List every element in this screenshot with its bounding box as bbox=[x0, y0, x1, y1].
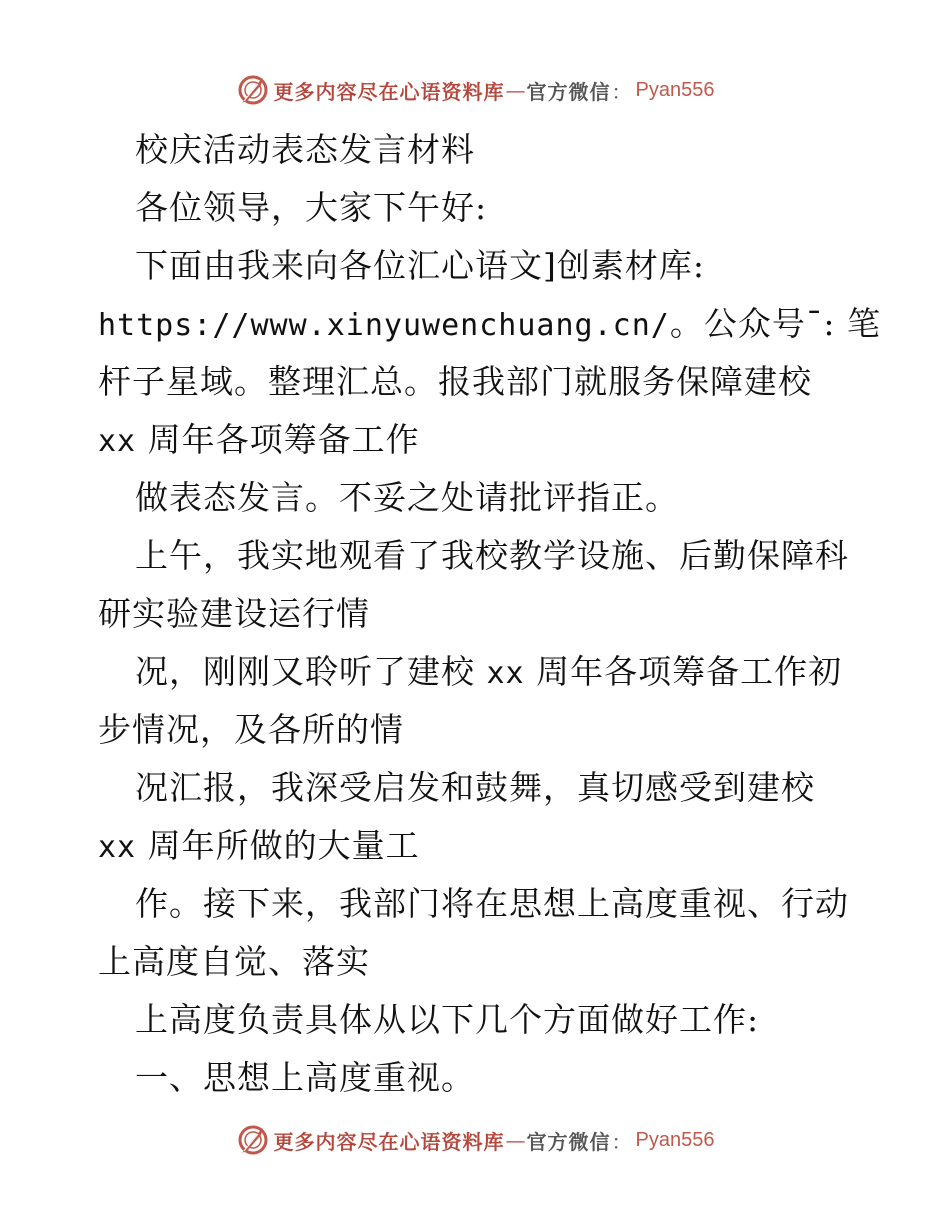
banner-colon: ： bbox=[611, 79, 632, 104]
paragraph-text: 周年所做的大量工 bbox=[136, 826, 420, 865]
banner-colon: ： bbox=[611, 1129, 632, 1154]
banner-wechat-id: Pyan556 bbox=[635, 1128, 715, 1151]
banner-official-text: 官方微信 bbox=[526, 1129, 611, 1154]
paragraph-line bbox=[98, 411, 868, 469]
paragraph-line: 上高度负责具体从以下几个方面做好工作: bbox=[135, 1000, 760, 1039]
paragraph-line bbox=[98, 295, 881, 353]
paragraph-line: 作。接下来，我部门将在思想上高度重视、行动 bbox=[135, 884, 849, 923]
greeting-line: 各位领导，大家下午好: bbox=[135, 188, 488, 227]
paragraph-text: 周年各项筹备工作 bbox=[136, 420, 420, 459]
paragraph-line: 下面由我来向各位汇心语文]创素材库: bbox=[135, 246, 705, 285]
paragraph-line bbox=[98, 817, 868, 875]
paragraph-line: 做表态发言。不妥之处请批评指正。 bbox=[135, 478, 679, 517]
banner-dash: — bbox=[505, 1128, 526, 1152]
xx-placeholder: xx bbox=[98, 424, 137, 459]
paragraph-text: 况，刚刚又聆听了建校 bbox=[135, 652, 487, 691]
paragraph-line: 上高度自觉、落实 bbox=[98, 942, 370, 981]
paragraph-text: 。公众号¯: 笔 bbox=[669, 304, 881, 343]
paragraph-line: 况汇报，我深受启发和鼓舞，真切感受到建校 bbox=[135, 768, 815, 807]
paragraph-line: 杆子星域。整理汇总。报我部门就服务保障建校 bbox=[98, 362, 812, 401]
xx-placeholder: xx bbox=[98, 830, 137, 865]
xx-placeholder: xx bbox=[486, 656, 525, 691]
banner-dash: — bbox=[505, 78, 526, 102]
footer-banner bbox=[0, 1120, 950, 1160]
quill-pen-circle-logo-icon bbox=[236, 73, 270, 107]
banner-brand-text: 更多内容尽在心语资料库 bbox=[273, 79, 505, 104]
document-body bbox=[98, 121, 881, 1107]
url-text: https://www.xinyuwenchuang.cn/ bbox=[98, 308, 670, 343]
document-title: 校庆活动表态发言材料 bbox=[135, 130, 475, 169]
paragraph-line: 研实验建设运行情 bbox=[98, 594, 370, 633]
quill-pen-circle-logo-icon bbox=[236, 1123, 270, 1157]
banner-official-text: 官方微信 bbox=[526, 79, 611, 104]
paragraph-line: 步情况，及各所的情 bbox=[98, 710, 404, 749]
paragraph-line bbox=[98, 643, 868, 701]
paragraph-line: 上午，我实地观看了我校教学设施、后勤保障科 bbox=[135, 536, 849, 575]
section-heading: 一、思想上高度重视。 bbox=[135, 1058, 475, 1097]
banner-brand-text: 更多内容尽在心语资料库 bbox=[273, 1129, 505, 1154]
paragraph-text: 周年各项筹备工作初 bbox=[524, 652, 843, 691]
header-banner bbox=[0, 70, 950, 110]
banner-wechat-id: Pyan556 bbox=[635, 78, 715, 101]
